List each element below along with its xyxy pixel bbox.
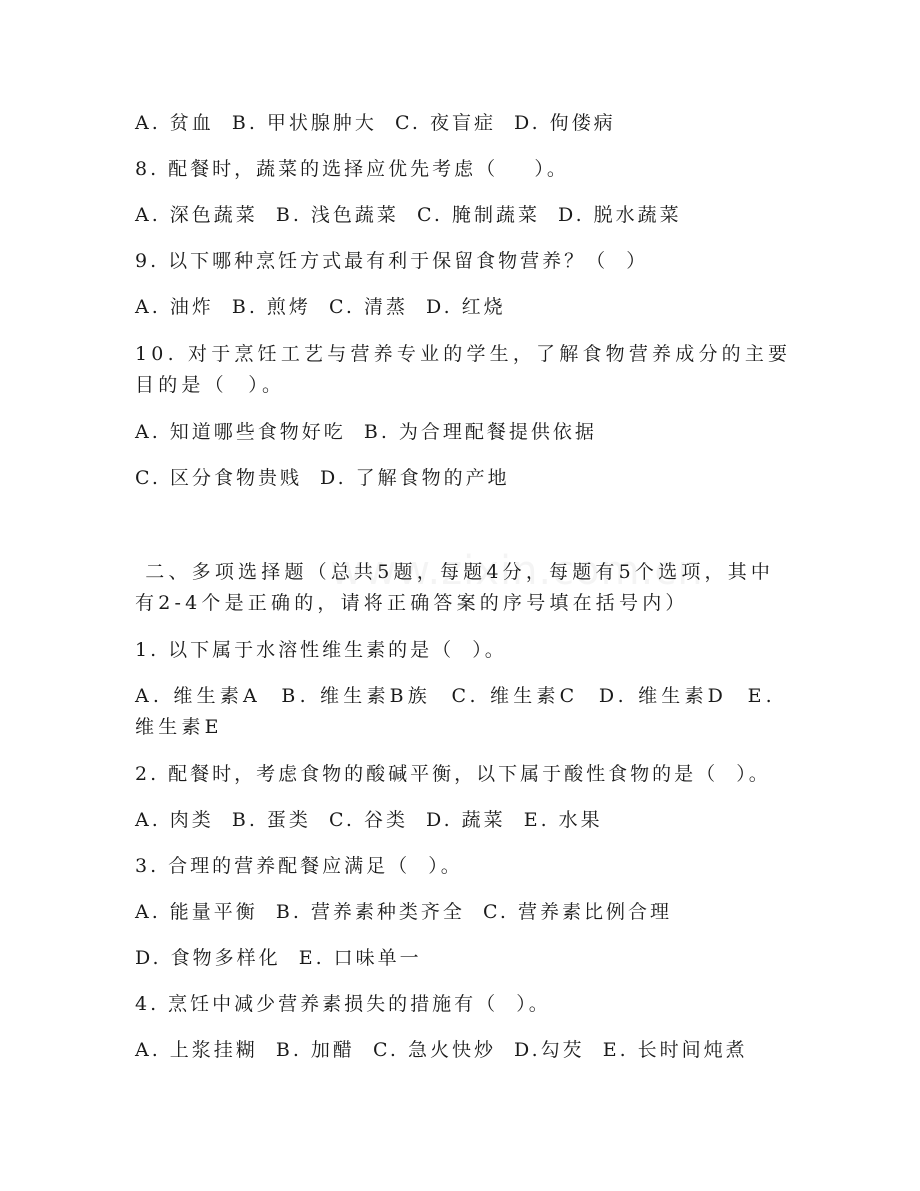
mq3-options-1: A. 能量平衡 B. 营养素种类齐全 C. 营养素比例合理 [135,901,672,923]
q9-text: 9. 以下哪种烹饪方式最有利于保留食物营养？（ ） [135,250,649,272]
q8-text: 8. 配餐时，蔬菜的选择应优先考虑（ ）。 [135,158,569,180]
q9-options: A. 油炸 B. 煎烤 C. 清蒸 D. 红烧 [135,296,506,318]
q8-options: A. 深色蔬菜 B. 浅色蔬菜 C. 腌制蔬菜 D. 脱水蔬菜 [135,204,682,226]
q10-options-1: A. 知道哪些食物好吃 B. 为合理配餐提供依据 [135,421,597,443]
mq1-options: A. 维生素A B. 维生素B族 C. 维生素C D. 维生素D E. 维生素E [135,685,787,738]
mq3-text: 3. 合理的营养配餐应满足（ ）。 [135,855,463,877]
q10-options-2: C. 区分食物贵贱 D. 了解食物的产地 [135,467,510,489]
mq1-text: 1. 以下属于水溶性维生素的是（ ）。 [135,639,507,661]
q7-options: A. 贫血 B. 甲状腺肿大 C. 夜盲症 D. 佝偻病 [135,112,616,134]
mq2-options: A. 肉类 B. 蛋类 C. 谷类 D. 蔬菜 E. 水果 [135,809,603,831]
section-2-heading: 二、多项选择题（总共5题，每题4分，每题有5个选项，其中有2-4个是正确的，请将正确答案的序号填在括号内） [135,561,775,614]
mq4-options: A. 上浆挂糊 B. 加醋 C. 急火快炒 D.勾芡 E. 长时间炖煮 [135,1039,748,1061]
mq2-text: 2. 配餐时，考虑食物的酸碱平衡，以下属于酸性食物的是（ ）。 [135,763,771,785]
q10-text: 10. 对于烹饪工艺与营养专业的学生，了解食物营养成分的主要目的是（ ）。 [135,343,792,396]
mq4-text: 4. 烹饪中减少营养素损失的措施有（ ）。 [135,993,551,1015]
mq3-options-2: D. 食物多样化 E. 口味单一 [135,947,422,969]
